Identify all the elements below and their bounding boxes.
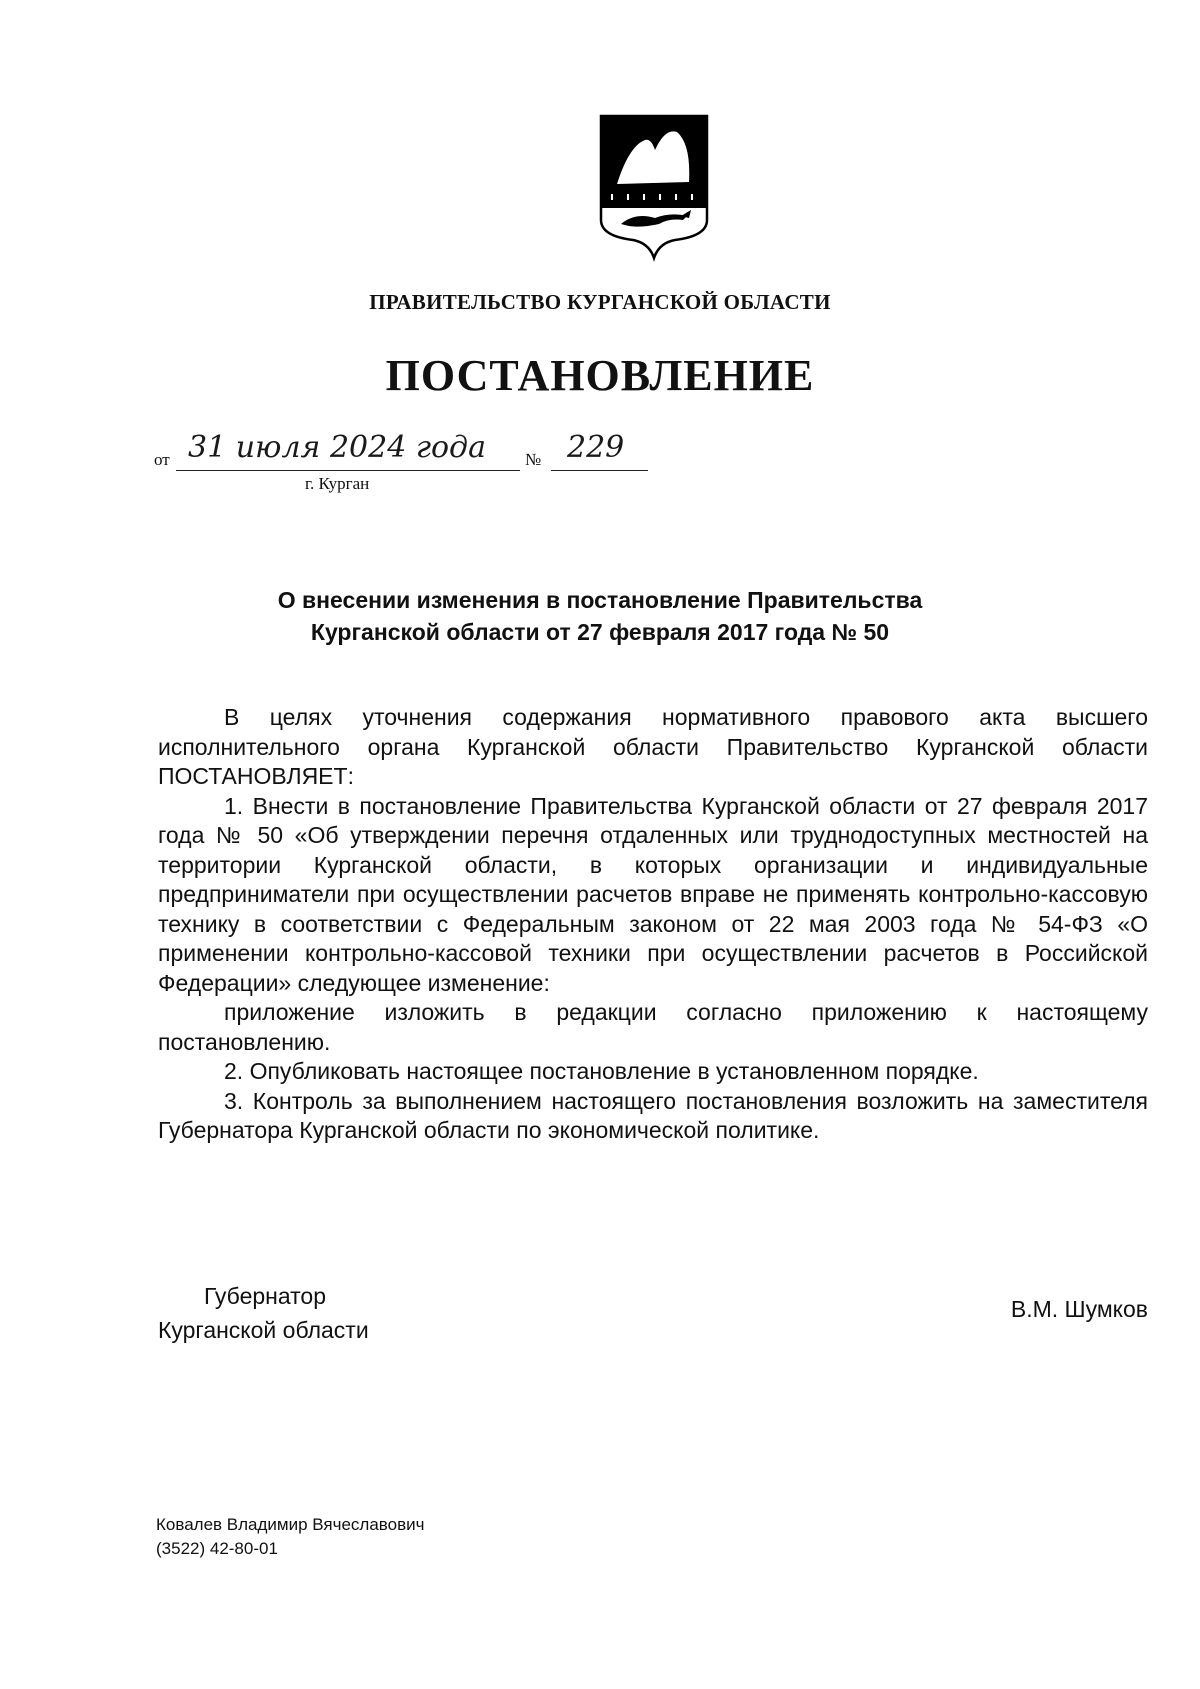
city-label: г. Курган	[305, 474, 370, 493]
government-name: ПРАВИТЕЛЬСТВО КУРГАНСКОЙ ОБЛАСТИ	[369, 290, 831, 314]
signatory-name: В.М. Шумков	[1010, 1296, 1148, 1322]
executor-name: Ковалев Владимир Вячеславович	[156, 1515, 425, 1534]
document-body	[158, 703, 1148, 1146]
number-field	[551, 430, 648, 471]
preamble-paragraph: В целях уточнения содержания нормативного правового акта высшего исполнительного органа Курганской области Правительство Курганской области ПОСТАНОВЛЯЕТ:	[158, 704, 1148, 789]
signatory-position	[158, 1279, 369, 1347]
title-line-1: О внесении изменения в постановление Правительства	[277, 587, 923, 613]
title-line-2: Курганской области от 27 февраля 2017 года № 50	[310, 619, 890, 645]
item-3-paragraph: 3. Контроль за выполнением настоящего постановления возложить на заместителя Губернатора Курганской области по экономической политике.	[158, 1087, 1148, 1143]
document-title	[0, 584, 1200, 648]
handwritten-number: 229	[567, 430, 625, 465]
position-line-1: Губернатор	[204, 1283, 327, 1309]
coat-of-arms-emblem	[595, 112, 713, 262]
document-type-heading: ПОСТАНОВЛЕНИЕ	[385, 351, 815, 400]
executor-phone: (3522) 42-80-01	[156, 1539, 278, 1558]
position-line-2: Курганской области	[158, 1317, 369, 1343]
item-1-paragraph: 1. Внести в постановление Правительства Курганской области от 27 февраля 2017 года № 50 «Об утверждении перечня отдаленных или труднодоступных местностей на территории Курганской области, в которых организации и индивидуальные предприниматели при осуществлении расчетов вправе не применять контрольно-кассовую технику в соответствии с Федеральным законом от 22 мая 2003 года № 54-ФЗ «О применении контрольно-кассовой техники при осуществлении расчетов в Российской Федерации» следующее изменение:	[158, 792, 1148, 996]
executor-block	[156, 1513, 425, 1561]
from-label: от	[154, 450, 170, 469]
handwritten-date: 31 июля 2024 года	[188, 430, 486, 465]
item-2-paragraph: 2. Опубликовать настоящее постановление в установленном порядке.	[224, 1058, 979, 1084]
item-1-change-paragraph: приложение изложить в редакции согласно приложению к настоящему постановлению.	[158, 999, 1148, 1055]
date-field	[176, 430, 520, 471]
number-label: №	[525, 450, 542, 469]
